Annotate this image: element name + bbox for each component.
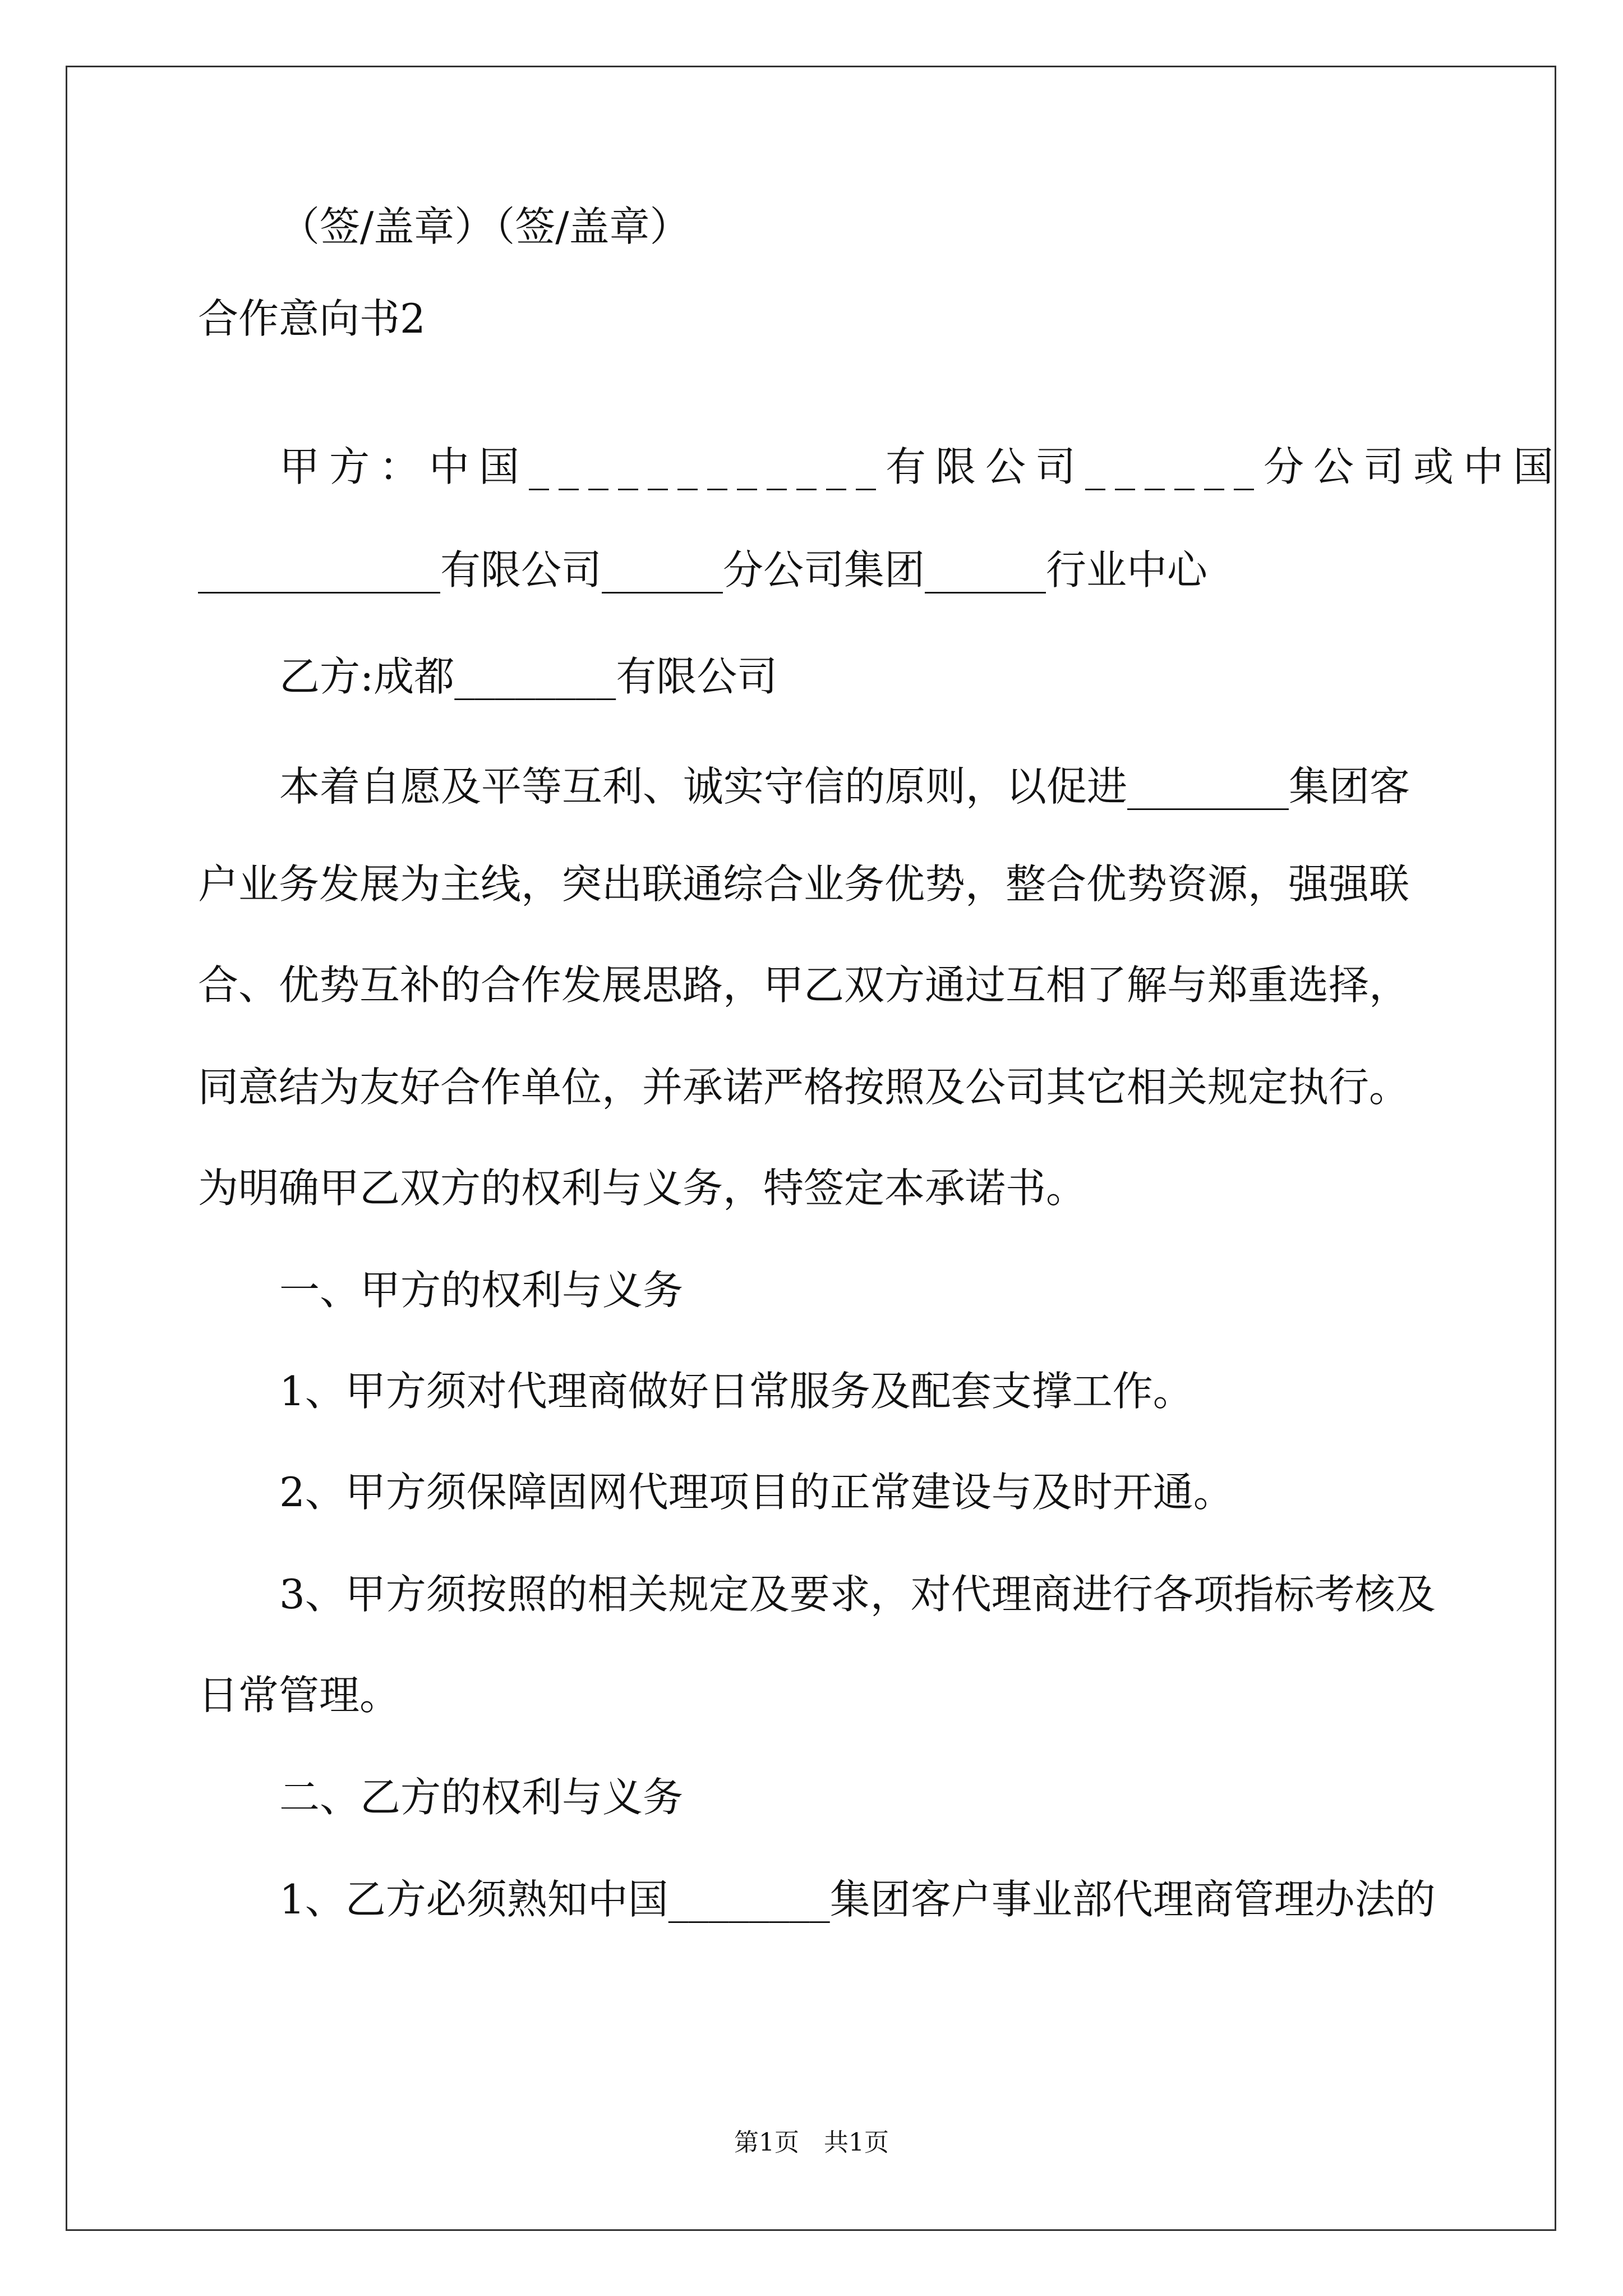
intro-paragraph-line-5: 为明确甲乙双方的权利与义务，特签定本承诺书。 <box>198 1165 1087 1212</box>
intro-paragraph-line-4: 同意结为友好合作单位，并承诺严格按照及公司其它相关规定执行。 <box>198 1064 1410 1111</box>
party-a-item-2: 2、甲方须保障固网代理项目的正常建设与及时开通。 <box>279 1469 1234 1516</box>
party-a-line-2: ____________有限公司______分公司集团______行业中心 <box>198 546 1208 593</box>
intro-paragraph-line-2: 户业务发展为主线，突出联通综合业务优势，整合优势资源，强强联 <box>198 861 1410 908</box>
signature-seal-line: （签/盖章）（签/盖章） <box>279 203 690 250</box>
party-a-item-1: 1、甲方须对代理商做好日常服务及配套支撑工作。 <box>279 1368 1193 1415</box>
section-heading-party-b: 二、乙方的权利与义务 <box>279 1774 684 1821</box>
section-heading-party-a: 一、甲方的权利与义务 <box>279 1267 684 1314</box>
party-a-item-3-line-2: 日常管理。 <box>198 1672 400 1719</box>
party-b-item-1-line-1: 1、乙方必须熟知中国________集团客户事业部代理商管理办法的 <box>279 1876 1436 1923</box>
intro-paragraph-line-1: 本着自愿及平等互利、诚实守信的原则，以促进________集团客 <box>279 763 1410 810</box>
party-a-item-3-line-1: 3、甲方须按照的相关规定及要求，对代理商进行各项指标考核及 <box>279 1571 1436 1618</box>
section-title: 合作意向书2 <box>198 295 426 342</box>
page-footer: 第1页 共1页 <box>734 2128 889 2157</box>
intro-paragraph-line-3: 合、优势互补的合作发展思路，甲乙双方通过互相了解与郑重选择， <box>198 961 1410 1009</box>
party-a-line-1: 甲方：中国____________有限公司______分公司或中国 <box>279 443 1564 490</box>
party-b-line: 乙方:成都________有限公司 <box>279 653 778 700</box>
